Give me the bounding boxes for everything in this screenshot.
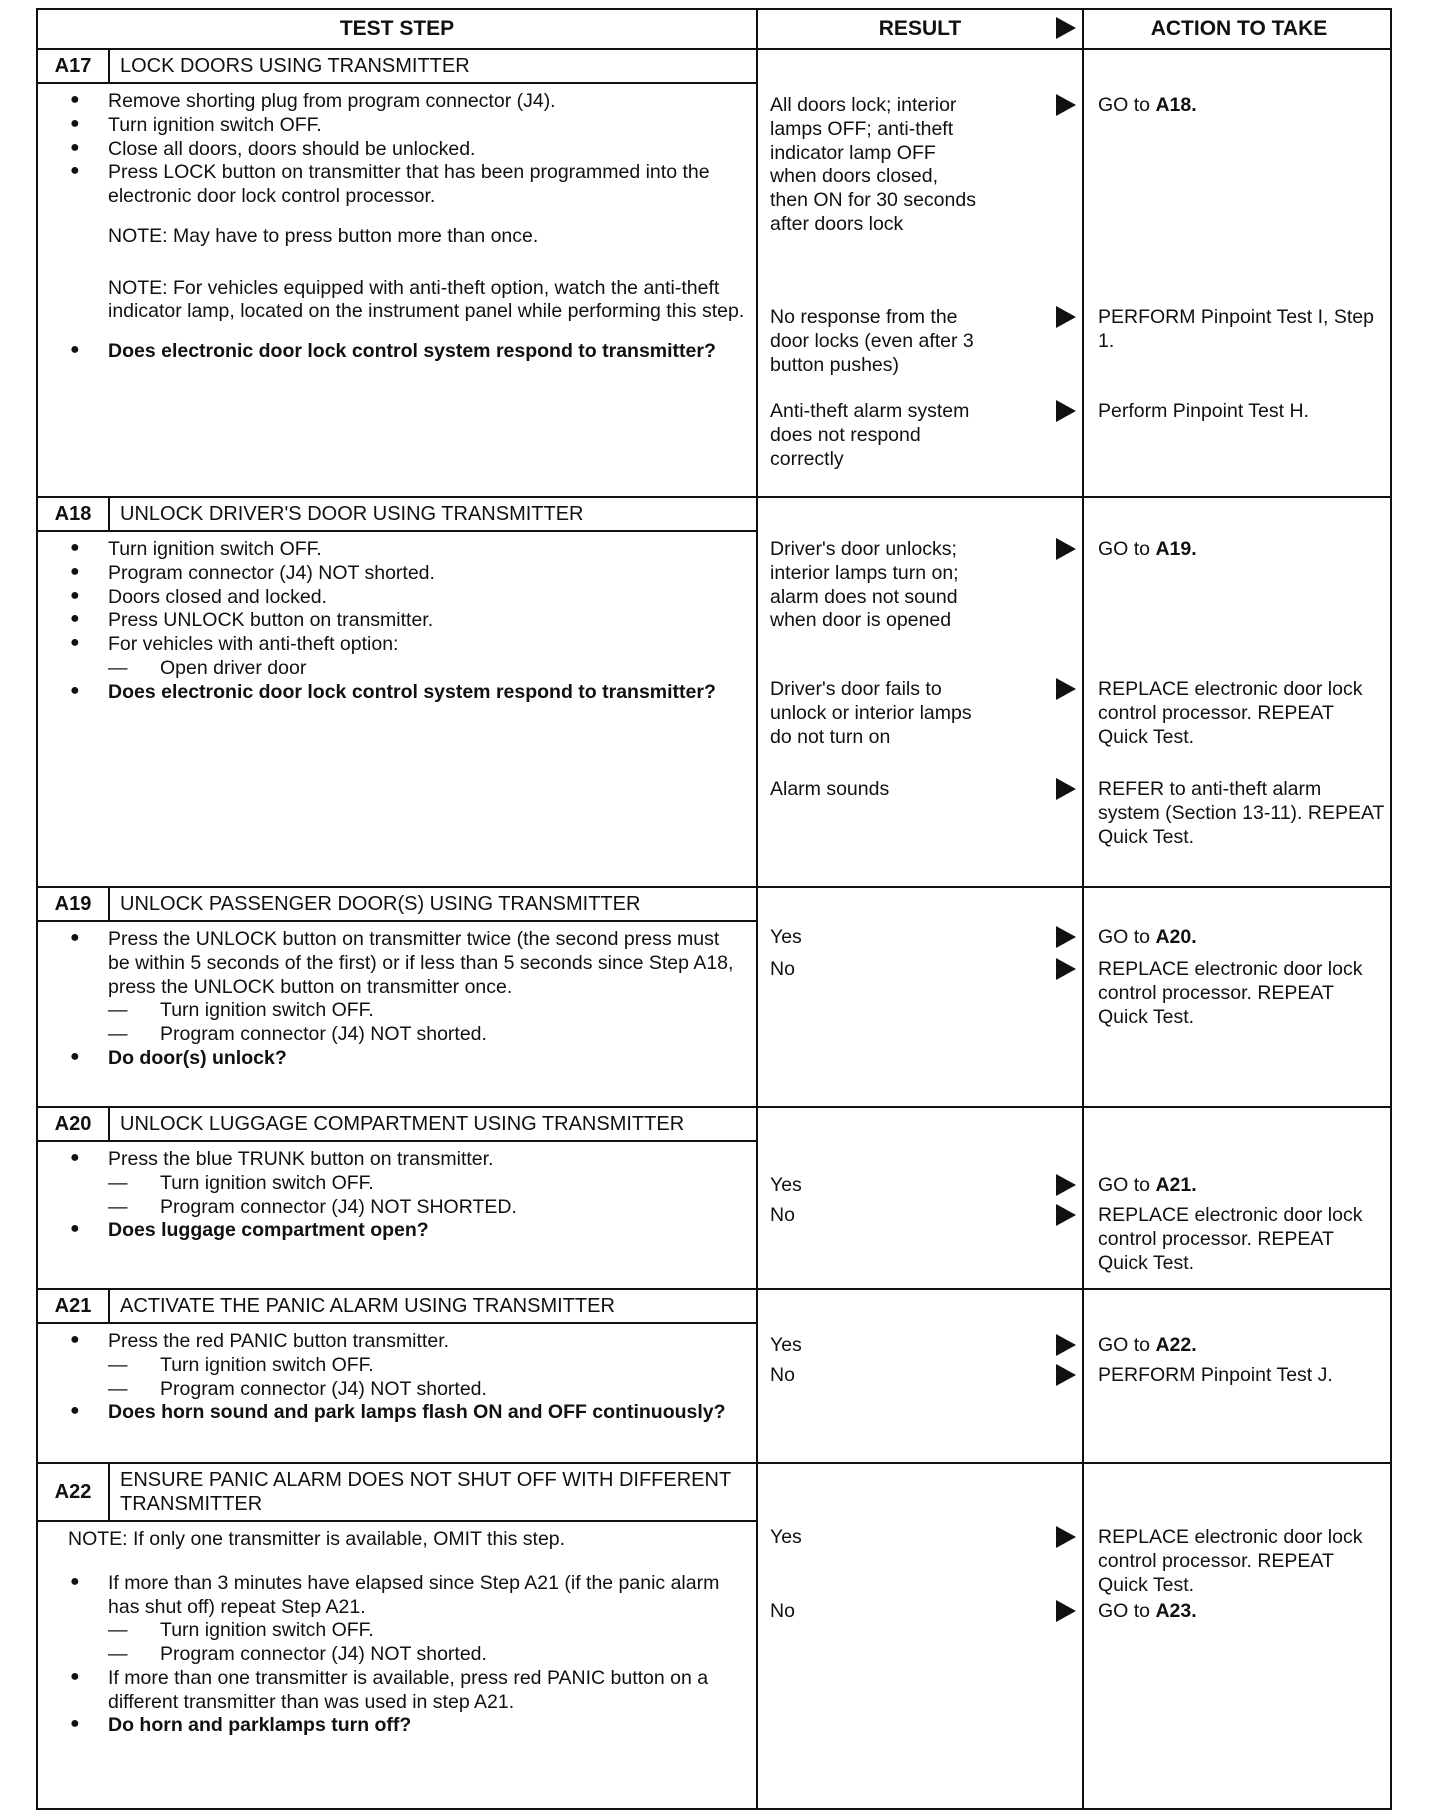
step-title-row	[38, 1290, 756, 1324]
instruction-item: ● Press UNLOCK button on transmitter.	[68, 609, 746, 633]
test-step-row	[38, 1108, 1390, 1290]
action-text: GO to	[1098, 1600, 1156, 1622]
action-text: PERFORM Pinpoint Test J.	[1098, 1364, 1333, 1386]
step-instructions	[38, 532, 756, 712]
result-entry	[758, 926, 1082, 950]
step-id: A20	[38, 1108, 110, 1140]
result-text: Alarm sounds	[770, 778, 890, 800]
action-cell	[1082, 1290, 1394, 1462]
test-step-cell	[38, 498, 756, 886]
arrow-icon	[1056, 1364, 1076, 1386]
action-text: GO to	[1098, 94, 1156, 116]
note-text: NOTE: May have to press button more than once.	[108, 224, 539, 247]
result-entry	[758, 1600, 1082, 1624]
result-text: Driver's door unlocks; interior lamps turn on; alarm does not sound when door is opened	[770, 538, 959, 632]
test-step-row	[38, 888, 1390, 1108]
step-id: A17	[38, 50, 110, 82]
action-entry	[1084, 1204, 1394, 1275]
arrow-icon	[1056, 17, 1076, 39]
action-entry	[1084, 958, 1394, 1029]
result-cell	[756, 50, 1082, 496]
action-step-ref: A22.	[1155, 1334, 1197, 1356]
result-text: Yes	[770, 1334, 802, 1356]
instruction-item: ● Program connector (J4) NOT shorted.	[68, 562, 746, 586]
step-question: ● Does luggage compartment open?	[68, 1219, 746, 1243]
action-cell	[1082, 888, 1394, 1106]
result-entry	[758, 958, 1082, 982]
action-cell	[1082, 1464, 1394, 1808]
sub-instruction-item: — Open driver door	[68, 657, 746, 681]
arrow-icon	[1056, 94, 1076, 116]
action-entry	[1084, 926, 1394, 950]
result-text: Yes	[770, 1174, 802, 1196]
action-entry	[1084, 94, 1394, 118]
action-entry	[1084, 1334, 1394, 1358]
action-text: GO to	[1098, 1334, 1156, 1356]
step-title-row	[38, 1108, 756, 1142]
arrow-icon	[1056, 778, 1076, 800]
instruction-item: ● Press the red PANIC button transmitter.	[68, 1330, 746, 1354]
step-id: A21	[38, 1290, 110, 1322]
sub-instruction-item: — Program connector (J4) NOT shorted.	[68, 1023, 746, 1047]
step-title-row	[38, 1464, 756, 1522]
test-step-row	[38, 50, 1390, 498]
step-instructions	[38, 1142, 756, 1251]
step-title: ACTIVATE THE PANIC ALARM USING TRANSMITTER	[120, 1295, 615, 1317]
arrow-icon	[1056, 306, 1076, 328]
action-text: REPLACE electronic door lock control processor. REPEAT Quick Test.	[1098, 1204, 1363, 1274]
sub-instruction-item: — Program connector (J4) NOT shorted.	[68, 1643, 746, 1667]
result-entry	[758, 1334, 1082, 1358]
action-entry	[1084, 1600, 1394, 1624]
step-id: A19	[38, 888, 110, 920]
step-instructions	[38, 1522, 756, 1746]
steps-container	[38, 50, 1390, 1808]
header-test-step: TEST STEP	[339, 17, 455, 40]
instruction-item: ● Turn ignition switch OFF.	[68, 538, 746, 562]
result-text: No	[770, 1364, 795, 1386]
test-step-row	[38, 1464, 1390, 1808]
test-step-cell	[38, 1108, 756, 1288]
action-step-ref: A20.	[1155, 926, 1197, 948]
step-title: LOCK DOORS USING TRANSMITTER	[120, 55, 470, 77]
result-entry	[758, 400, 1082, 471]
step-title: UNLOCK PASSENGER DOOR(S) USING TRANSMITTER	[120, 893, 641, 915]
result-text: Yes	[770, 1526, 802, 1548]
step-title: UNLOCK LUGGAGE COMPARTMENT USING TRANSMITTER	[120, 1113, 685, 1135]
arrow-icon	[1056, 400, 1076, 422]
header-result-label: RESULT	[878, 17, 962, 40]
arrow-icon	[1056, 1600, 1076, 1622]
arrow-icon	[1056, 538, 1076, 560]
note-text: NOTE: If only one transmitter is available, OMIT this step.	[68, 1528, 566, 1550]
action-text: Perform Pinpoint Test H.	[1098, 400, 1309, 422]
result-entry	[758, 94, 1082, 237]
step-question: ● Does electronic door lock control system respond to transmitter?	[68, 340, 746, 364]
result-cell	[756, 1290, 1082, 1462]
action-step-ref: A23.	[1155, 1600, 1197, 1622]
instruction-item: ● If more than 3 minutes have elapsed since Step A21 (if the panic alarm has shut off) repeat Step A21.	[68, 1572, 746, 1620]
instruction-item: ● Doors closed and locked.	[68, 586, 746, 610]
arrow-icon	[1056, 1204, 1076, 1226]
result-entry	[758, 1364, 1082, 1388]
result-entry	[758, 678, 1082, 749]
arrow-icon	[1056, 1526, 1076, 1548]
arrow-icon	[1056, 1174, 1076, 1196]
action-text: REPLACE electronic door lock control processor. REPEAT Quick Test.	[1098, 958, 1363, 1028]
action-entry	[1084, 538, 1394, 562]
sub-instruction-item: — Program connector (J4) NOT SHORTED.	[68, 1196, 746, 1220]
arrow-icon	[1056, 1334, 1076, 1356]
action-cell	[1082, 1108, 1394, 1288]
sub-instruction-item: — Program connector (J4) NOT shorted.	[68, 1378, 746, 1402]
result-entry	[758, 1526, 1082, 1550]
result-text: All doors lock; interior lamps OFF; anti-theft indicator lamp OFF when doors closed, then ON for 30 seconds after doors lock	[770, 94, 976, 235]
result-text: Anti-theft alarm system does not respond correctly	[770, 400, 970, 470]
instruction-item: ● If more than one transmitter is available, press red PANIC button on a different transmitter than was used in step A21.	[68, 1667, 746, 1715]
result-cell	[756, 498, 1082, 886]
step-instructions	[38, 1324, 756, 1433]
action-entry	[1084, 400, 1394, 424]
action-text: GO to	[1098, 538, 1156, 560]
action-entry	[1084, 1364, 1394, 1388]
result-cell	[756, 1464, 1082, 1808]
action-cell	[1082, 498, 1394, 886]
result-text: Driver's door fails to unlock or interior lamps do not turn on	[770, 678, 972, 748]
header-result	[756, 10, 1082, 48]
step-question: ● Do horn and parklamps turn off?	[68, 1714, 746, 1738]
result-entry	[758, 778, 1082, 802]
action-step-ref: A21.	[1155, 1174, 1197, 1196]
result-text: Yes	[770, 926, 802, 948]
result-cell	[756, 888, 1082, 1106]
action-step-ref: A18.	[1155, 94, 1197, 116]
step-id: A18	[38, 498, 110, 530]
step-question: ● Does horn sound and park lamps flash ON and OFF continuously?	[68, 1401, 746, 1425]
step-title-row	[38, 50, 756, 84]
action-text: REPLACE electronic door lock control processor. REPEAT Quick Test.	[1098, 1526, 1363, 1596]
instruction-item: ● Press the UNLOCK button on transmitter twice (the second press must be within 5 seconds of the first) or if less than 5 seconds since Step A18, press the UNLOCK button on transmitter once.	[68, 928, 746, 999]
result-entry	[758, 538, 1082, 633]
result-text: No	[770, 1600, 795, 1622]
instruction-item: ● Turn ignition switch OFF.	[68, 114, 746, 138]
action-entry	[1084, 1174, 1394, 1198]
note-text: NOTE: For vehicles equipped with anti-theft option, watch the anti-theft indicator lamp, located on the instrument panel while performing this step.	[108, 276, 745, 323]
step-id: A22	[38, 1464, 110, 1520]
action-step-ref: A19.	[1155, 538, 1197, 560]
instruction-item: ● Press LOCK button on transmitter that has been programmed into the electronic door lock control processor.	[68, 161, 746, 209]
diagnostic-table	[36, 8, 1392, 1810]
action-entry	[1084, 306, 1394, 354]
instruction-item: ● For vehicles with anti-theft option:	[68, 633, 746, 657]
result-entry	[758, 1204, 1082, 1228]
action-text: REFER to anti-theft alarm system (Section 13-11). REPEAT Quick Test.	[1098, 778, 1385, 848]
result-entry	[758, 1174, 1082, 1198]
result-entry	[758, 306, 1082, 377]
action-text: PERFORM Pinpoint Test I, Step 1.	[1098, 306, 1374, 352]
sub-instruction-item: — Turn ignition switch OFF.	[68, 1619, 746, 1643]
step-title: ENSURE PANIC ALARM DOES NOT SHUT OFF WITH DIFFERENT TRANSMITTER	[120, 1469, 731, 1515]
action-cell	[1082, 50, 1394, 496]
instruction-item: ● Press the blue TRUNK button on transmitter.	[68, 1148, 746, 1172]
instruction-item: ● Close all doors, doors should be unlocked.	[68, 138, 746, 162]
result-text: No response from the door locks (even after 3 button pushes)	[770, 306, 974, 376]
step-title-row	[38, 888, 756, 922]
action-text: GO to	[1098, 1174, 1156, 1196]
action-entry	[1084, 1526, 1394, 1597]
table-header	[38, 10, 1390, 50]
action-entry	[1084, 678, 1394, 749]
test-step-row	[38, 498, 1390, 888]
arrow-icon	[1056, 678, 1076, 700]
arrow-icon	[1056, 958, 1076, 980]
result-text: No	[770, 1204, 795, 1226]
result-text: No	[770, 958, 795, 980]
step-question: ● Do door(s) unlock?	[68, 1047, 746, 1071]
test-step-cell	[38, 1290, 756, 1462]
action-text: REPLACE electronic door lock control processor. REPEAT Quick Test.	[1098, 678, 1363, 748]
action-text: GO to	[1098, 926, 1156, 948]
sub-instruction-item: — Turn ignition switch OFF.	[68, 1354, 746, 1378]
instruction-item: ● Remove shorting plug from program connector (J4).	[68, 90, 746, 114]
step-instructions	[38, 922, 756, 1079]
step-title-row	[38, 498, 756, 532]
test-step-cell	[38, 50, 756, 496]
result-cell	[756, 1108, 1082, 1288]
step-instructions	[38, 84, 756, 372]
test-step-row	[38, 1290, 1390, 1464]
test-step-cell	[38, 1464, 756, 1808]
arrow-icon	[1056, 926, 1076, 948]
sub-instruction-item: — Turn ignition switch OFF.	[68, 999, 746, 1023]
step-question: ● Does electronic door lock control system respond to transmitter?	[68, 681, 746, 705]
sub-instruction-item: — Turn ignition switch OFF.	[68, 1172, 746, 1196]
header-action: ACTION TO TAKE	[1082, 10, 1394, 48]
step-title: UNLOCK DRIVER'S DOOR USING TRANSMITTER	[120, 503, 584, 525]
action-entry	[1084, 778, 1394, 849]
test-step-cell	[38, 888, 756, 1106]
